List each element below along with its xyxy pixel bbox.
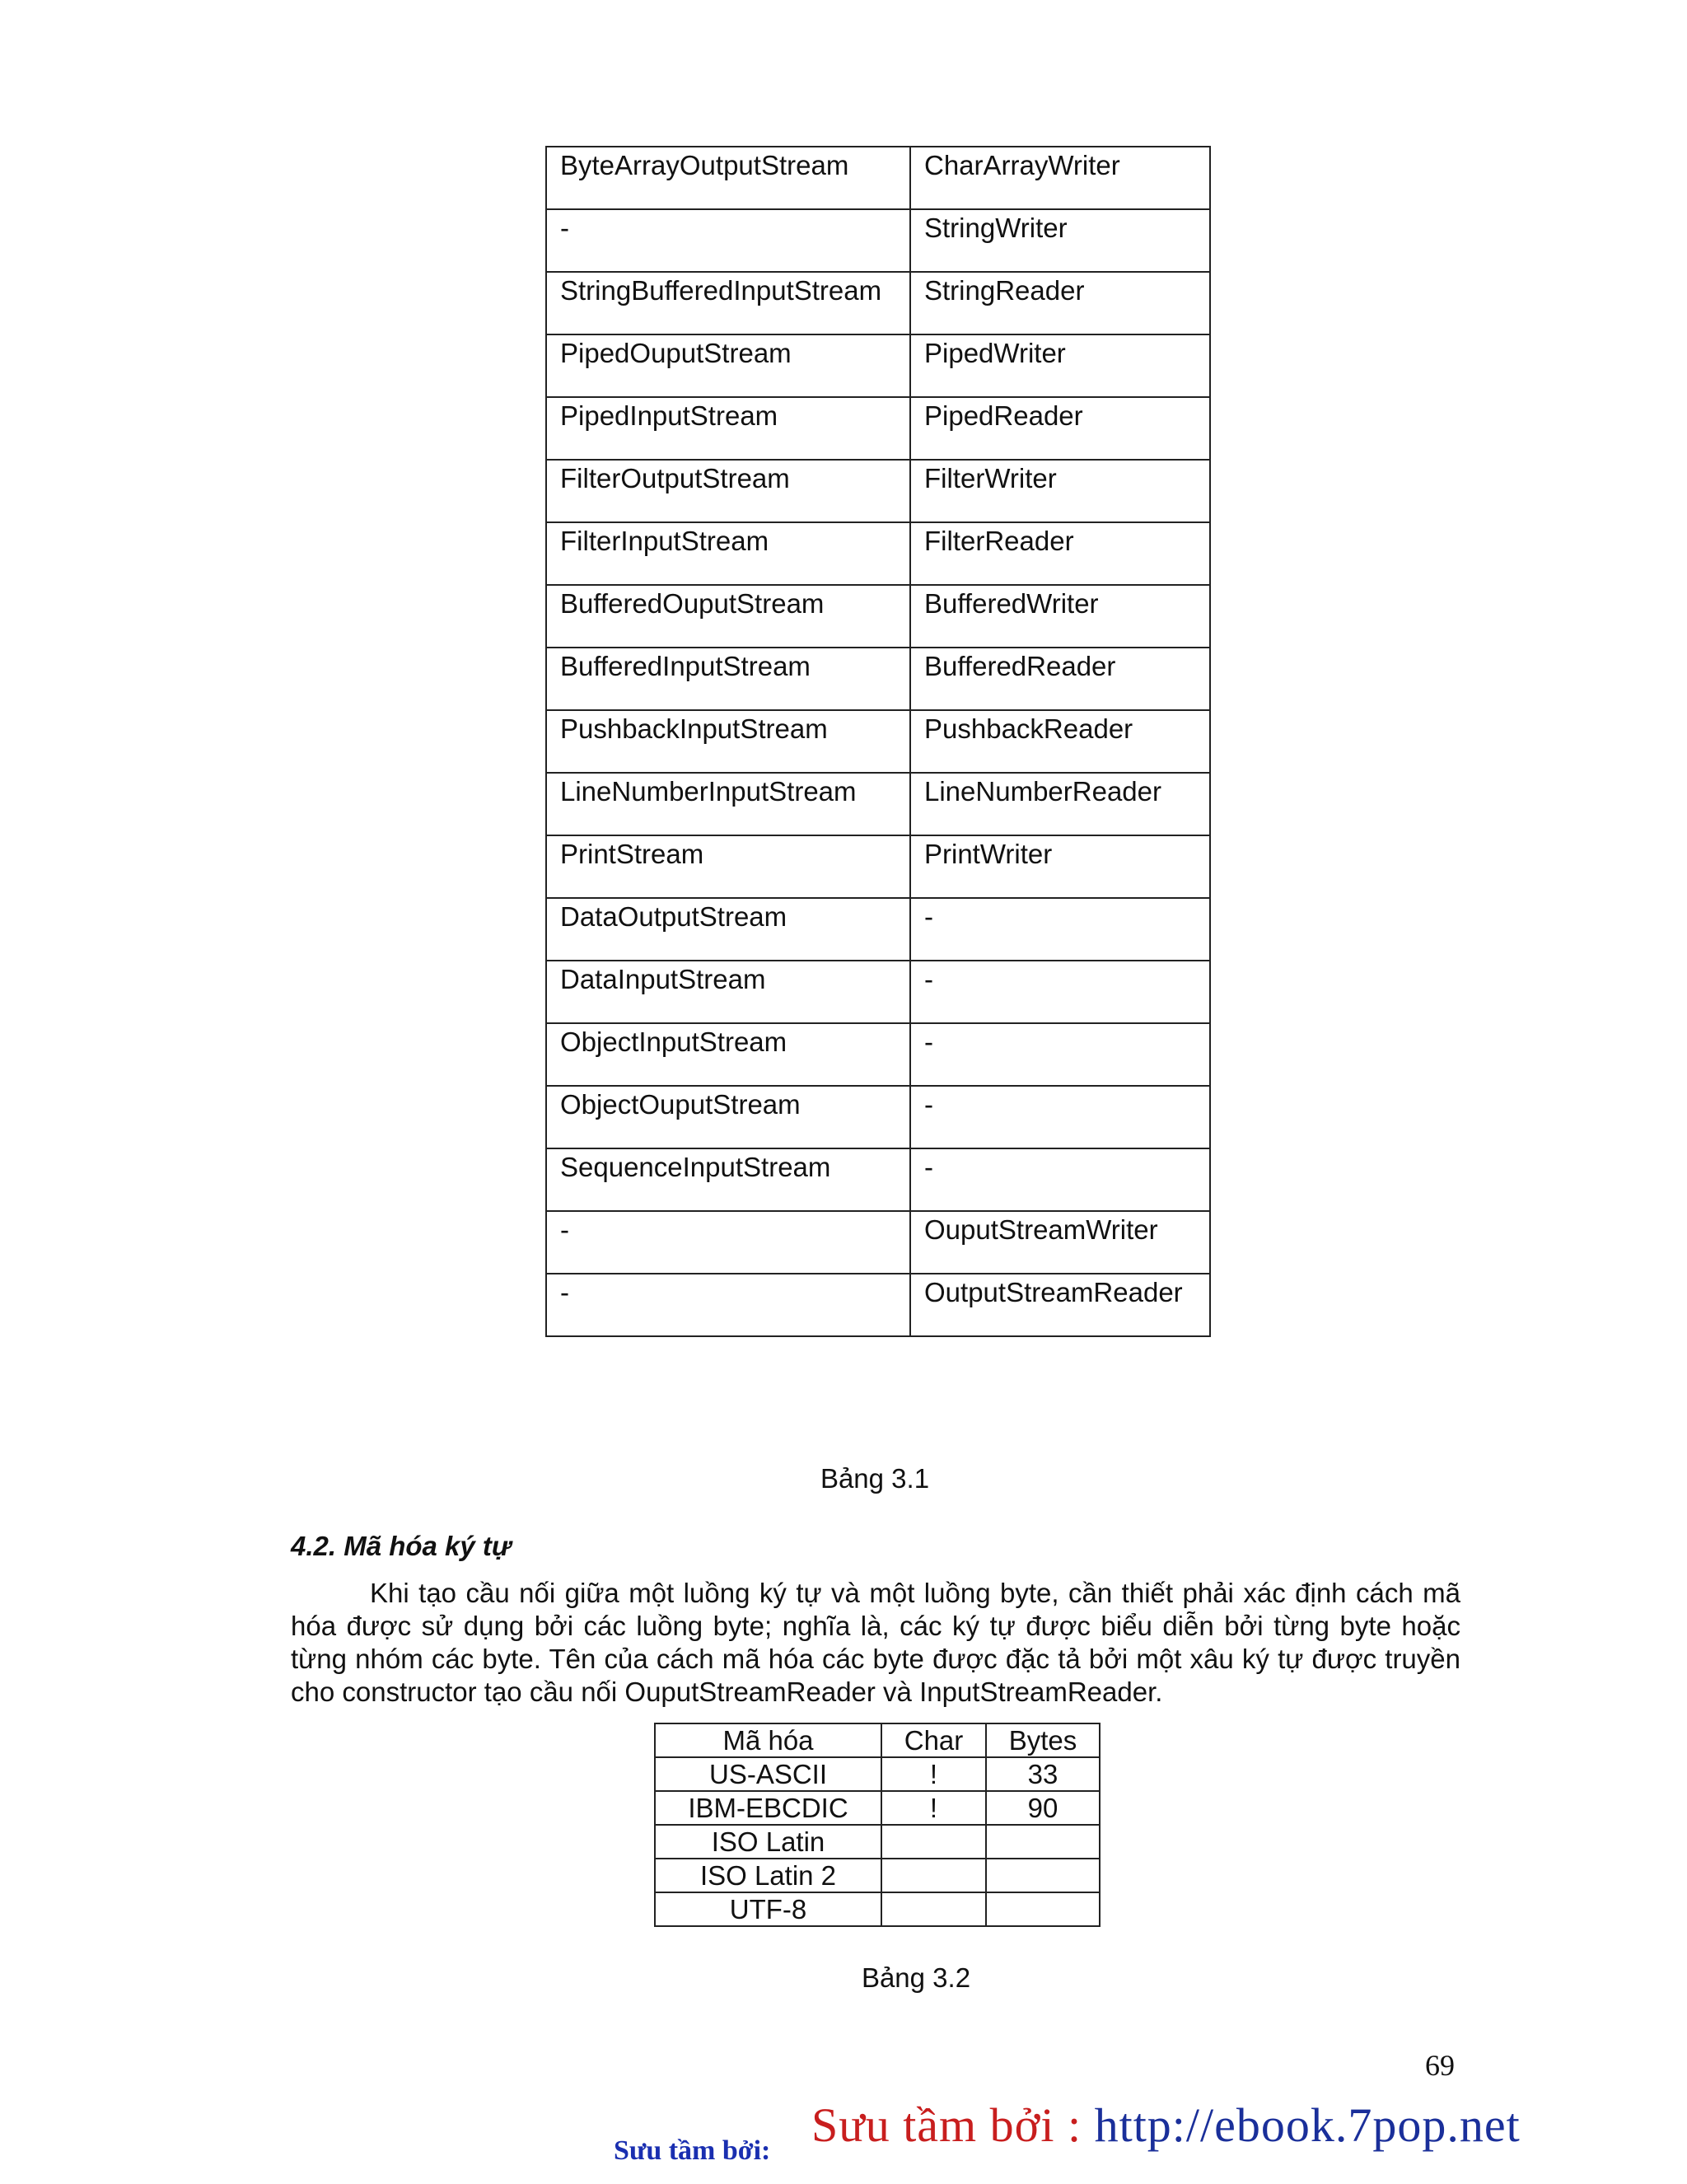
byte-stream-cell: BufferedOuputStream: [546, 585, 910, 648]
encoding-cell: IBM-EBCDIC: [655, 1791, 881, 1825]
char-stream-cell: StringReader: [910, 272, 1210, 334]
watermark-prefix: Sưu tầm bởi :: [811, 2098, 1095, 2152]
table-row: [546, 961, 1210, 1023]
table-row: [546, 835, 1210, 898]
byte-stream-cell: DataInputStream: [546, 961, 910, 1023]
char-stream-cell: FilterWriter: [910, 460, 1210, 522]
encoding-cell: US-ASCII: [655, 1757, 881, 1791]
table-row: [546, 397, 1210, 460]
char-cell: [881, 1892, 986, 1926]
char-stream-cell: -: [910, 1086, 1210, 1148]
char-stream-cell: PrintWriter: [910, 835, 1210, 898]
char-stream-cell: StringWriter: [910, 209, 1210, 272]
char-cell: !: [881, 1791, 986, 1825]
table-row: [546, 460, 1210, 522]
byte-stream-cell: FilterInputStream: [546, 522, 910, 585]
table-row: [546, 898, 1210, 961]
table-row: [655, 1757, 1100, 1791]
byte-stream-cell: -: [546, 1211, 910, 1274]
bytes-cell: 33: [986, 1757, 1100, 1791]
byte-stream-cell: -: [546, 209, 910, 272]
table-row: [546, 522, 1210, 585]
byte-stream-cell: ByteArrayOutputStream: [546, 147, 910, 209]
table-row: [546, 773, 1210, 835]
byte-stream-cell: SequenceInputStream: [546, 1148, 910, 1211]
char-cell: [881, 1859, 986, 1892]
table-row: [655, 1859, 1100, 1892]
stream-class-table: [545, 146, 1211, 1337]
bytes-cell: [986, 1825, 1100, 1859]
byte-stream-cell: -: [546, 1274, 910, 1336]
byte-stream-cell: ObjectInputStream: [546, 1023, 910, 1086]
char-stream-cell: -: [910, 961, 1210, 1023]
header-encoding: Mã hóa: [655, 1723, 881, 1757]
char-stream-cell: BufferedReader: [910, 648, 1210, 710]
char-stream-cell: OuputStreamWriter: [910, 1211, 1210, 1274]
encoding-cell: UTF-8: [655, 1892, 881, 1926]
bytes-cell: [986, 1892, 1100, 1926]
encoding-table-body: [655, 1757, 1100, 1926]
table-row: [546, 1086, 1210, 1148]
table-row: [655, 1791, 1100, 1825]
table-row: [546, 1274, 1210, 1336]
table-row: [546, 147, 1210, 209]
table-row: [546, 710, 1210, 773]
byte-stream-cell: FilterOutputStream: [546, 460, 910, 522]
table-row: [546, 209, 1210, 272]
char-stream-cell: LineNumberReader: [910, 773, 1210, 835]
section-paragraph: Khi tạo cầu nối giữa một luồng ký tự và một luồng byte, cần thiết phải xác định cách mã hóa được sử dụng bởi các luồng byte; nghĩa là, các ký tự được biểu diễn bởi từng byte hoặc từng nhóm các byte. Tên của cách mã hóa các byte được đặc tả bởi một xâu ký tự được truyền cho constructor tạo cầu nối OuputStreamReader và InputStreamReader.: [291, 1578, 1460, 1707]
header-char: Char: [881, 1723, 986, 1757]
char-stream-cell: FilterReader: [910, 522, 1210, 585]
table-caption-3-1: Bảng 3.1: [820, 1463, 930, 1494]
char-cell: !: [881, 1757, 986, 1791]
char-stream-cell: -: [910, 898, 1210, 961]
byte-stream-cell: ObjectOuputStream: [546, 1086, 910, 1148]
footer-label: Sưu tầm bởi:: [614, 2135, 771, 2166]
char-stream-cell: BufferedWriter: [910, 585, 1210, 648]
encoding-table: [654, 1723, 1101, 1927]
table-caption-3-2: Bảng 3.2: [861, 1962, 971, 1993]
section-heading: 4.2. Mã hóa ký tự: [291, 1531, 512, 1561]
table-row: [546, 1211, 1210, 1274]
bytes-cell: [986, 1859, 1100, 1892]
table-row: [546, 1148, 1210, 1211]
byte-stream-cell: PrintStream: [546, 835, 910, 898]
char-stream-cell: -: [910, 1148, 1210, 1211]
watermark-url[interactable]: http://ebook.7pop.net: [1094, 2098, 1521, 2152]
char-stream-cell: PushbackReader: [910, 710, 1210, 773]
table-row: [546, 585, 1210, 648]
table-row: [546, 272, 1210, 334]
char-stream-cell: -: [910, 1023, 1210, 1086]
encoding-table-header-row: [655, 1723, 1100, 1757]
encoding-cell: ISO Latin 2: [655, 1859, 881, 1892]
bytes-cell: 90: [986, 1791, 1100, 1825]
byte-stream-cell: PipedOuputStream: [546, 334, 910, 397]
page-number: 69: [1425, 2049, 1455, 2082]
stream-class-table-body: [546, 147, 1210, 1336]
char-stream-cell: OutputStreamReader: [910, 1274, 1210, 1336]
table-row: [546, 334, 1210, 397]
byte-stream-cell: PipedInputStream: [546, 397, 910, 460]
encoding-cell: ISO Latin: [655, 1825, 881, 1859]
char-stream-cell: CharArrayWriter: [910, 147, 1210, 209]
byte-stream-cell: StringBufferedInputStream: [546, 272, 910, 334]
table-row: [546, 648, 1210, 710]
char-stream-cell: PipedReader: [910, 397, 1210, 460]
watermark: [811, 2097, 1521, 2153]
table-row: [546, 1023, 1210, 1086]
byte-stream-cell: BufferedInputStream: [546, 648, 910, 710]
char-cell: [881, 1825, 986, 1859]
byte-stream-cell: PushbackInputStream: [546, 710, 910, 773]
byte-stream-cell: LineNumberInputStream: [546, 773, 910, 835]
char-stream-cell: PipedWriter: [910, 334, 1210, 397]
byte-stream-cell: DataOutputStream: [546, 898, 910, 961]
table-row: [655, 1892, 1100, 1926]
header-bytes: Bytes: [986, 1723, 1100, 1757]
table-row: [655, 1825, 1100, 1859]
